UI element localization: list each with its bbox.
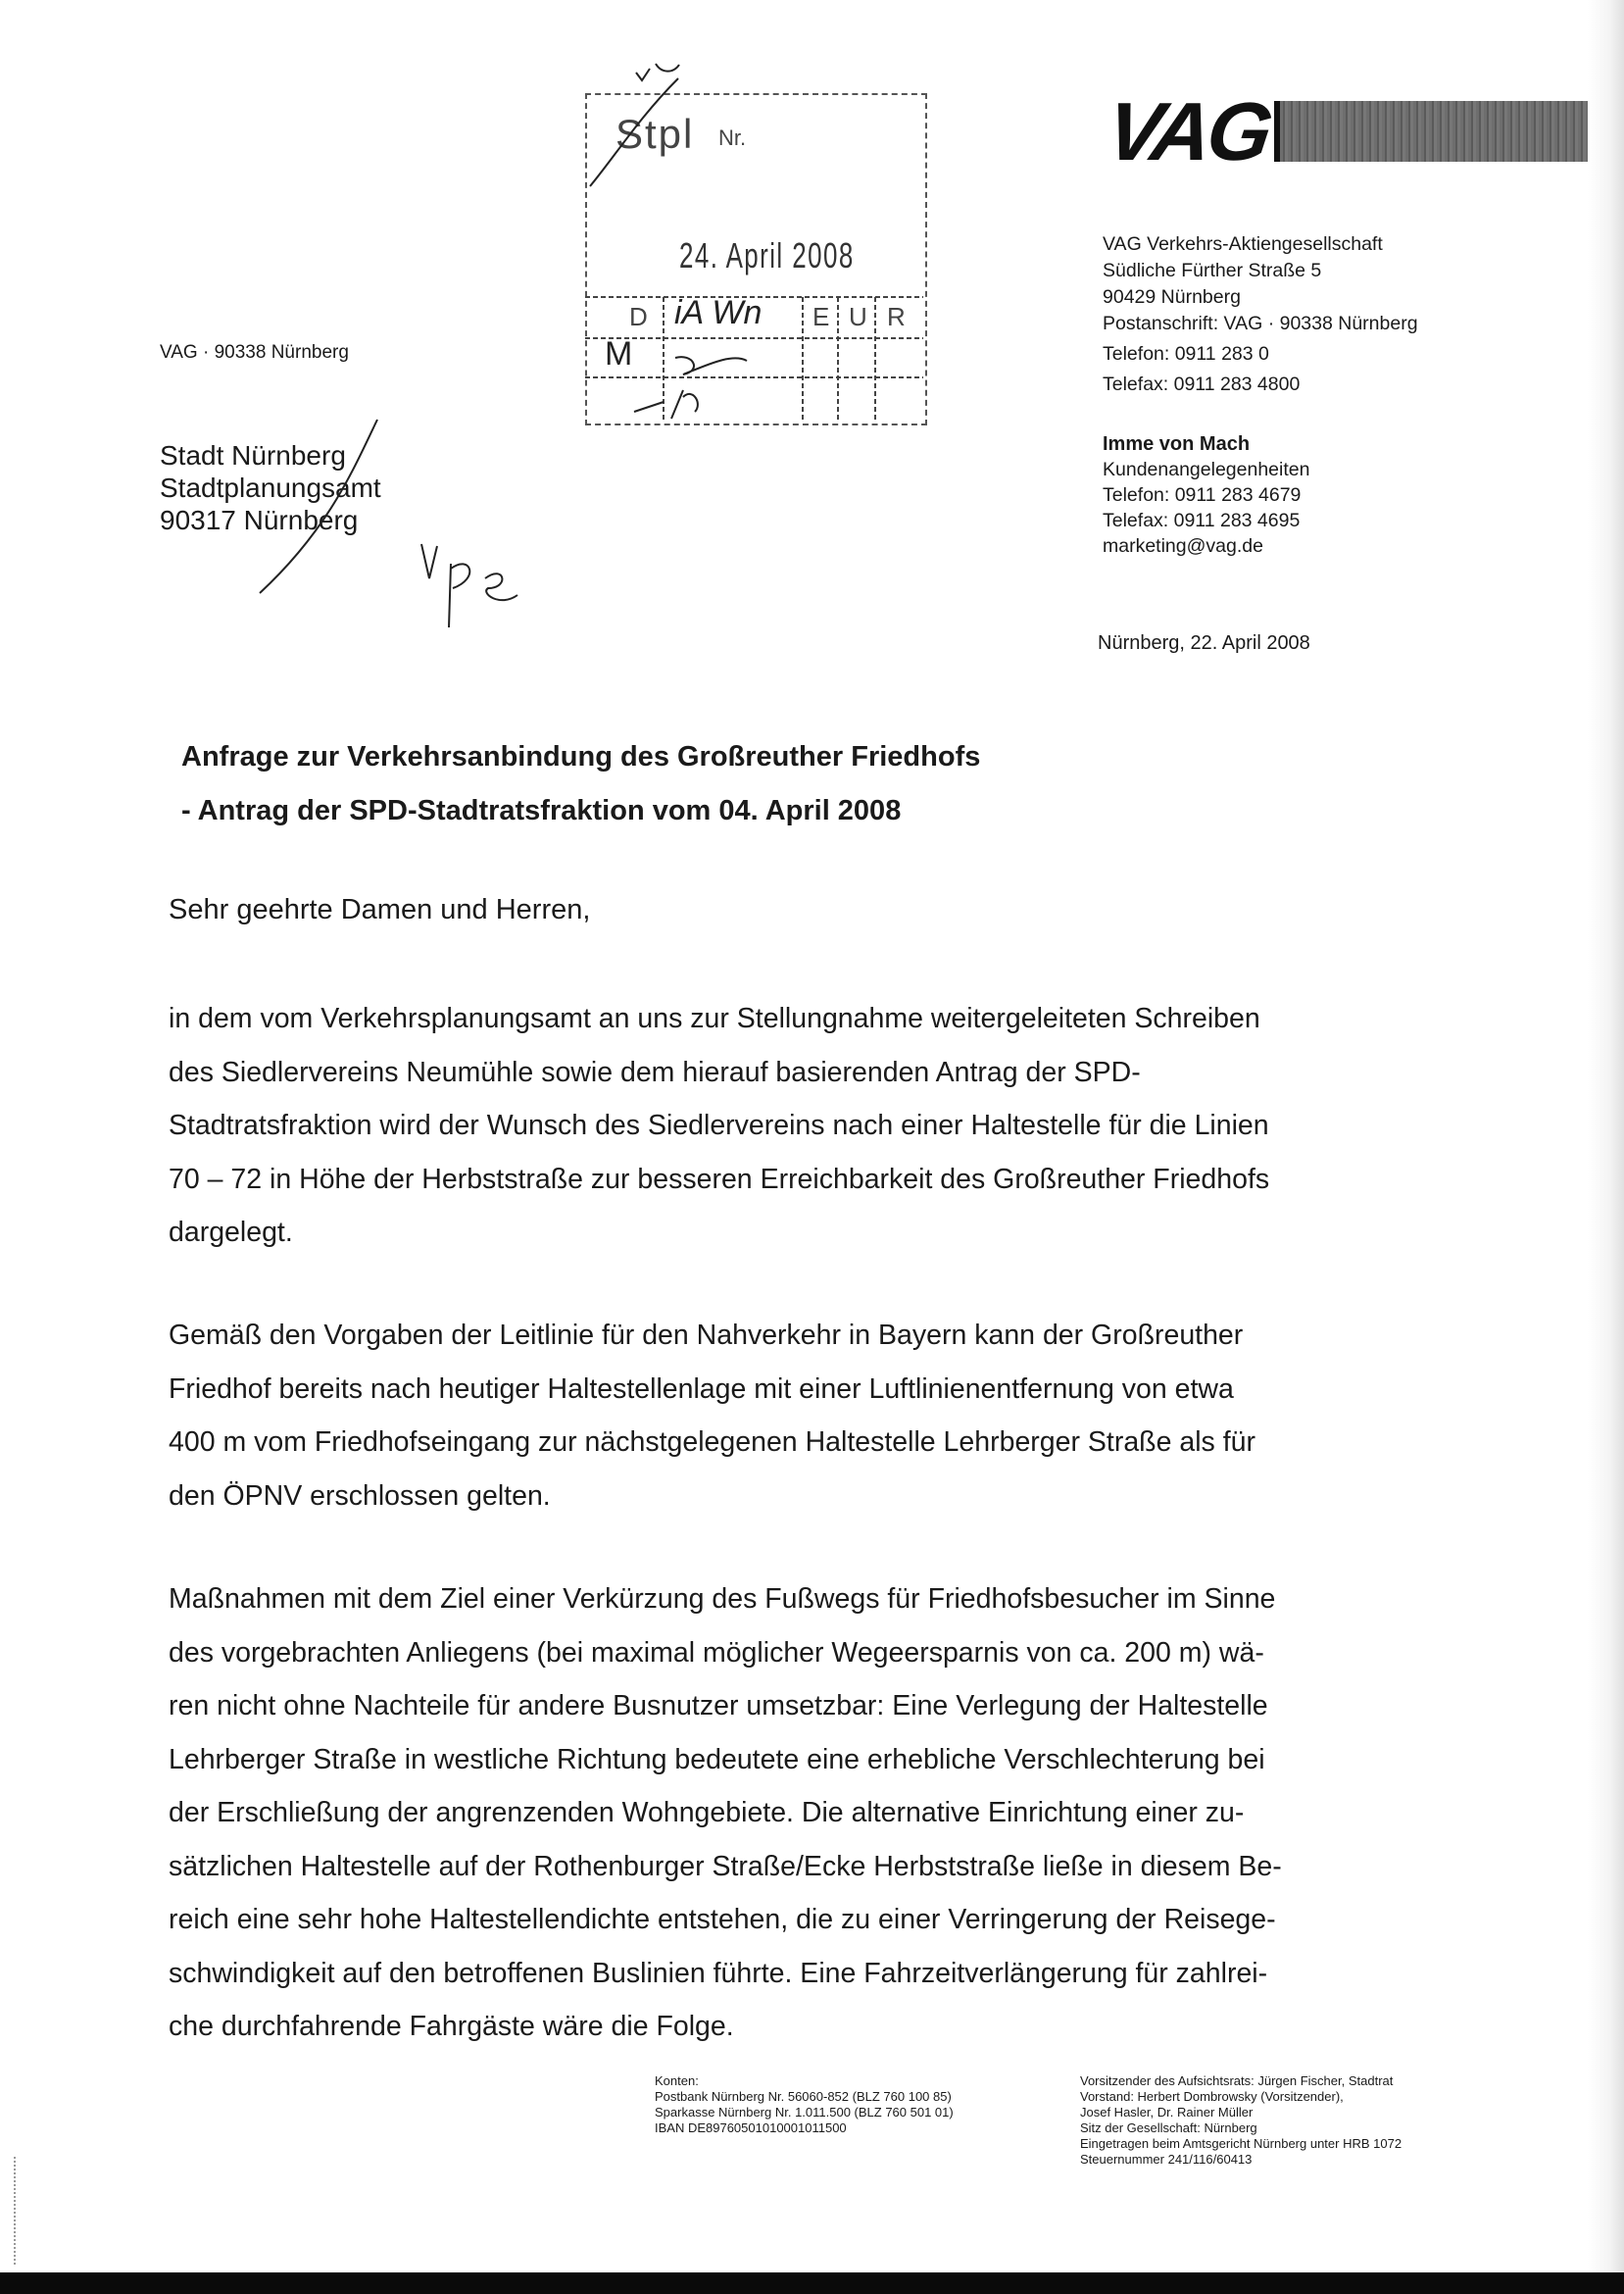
paragraph-line: der Erschließung der angrenzenden Wohngebiete. Die alternative Einrichtung einer zu- xyxy=(169,1797,1245,1828)
paragraph-line: dargelegt. xyxy=(169,1217,293,1248)
stamp-date: 24. April 2008 xyxy=(679,235,855,275)
contact-line: Telefax: 0911 283 4695 xyxy=(1103,510,1301,531)
footer-line: Eingetragen beim Amtsgericht Nürnberg unter HRB 1072 xyxy=(1080,2136,1403,2151)
paragraph-line: des vorgebrachten Anliegens (bei maximal möglicher Wegeersparnis von ca. 200 m) wä- xyxy=(169,1636,1264,1669)
return-address: VAG · 90338 Nürnberg xyxy=(160,342,349,363)
paragraph-line: schwindigkeit auf den betroffenen Buslinien führte. Eine Fahrzeitverlängerung für zahlrei- xyxy=(169,1957,1268,1989)
paragraph-line: Maßnahmen mit dem Ziel einer Verkürzung des Fußwegs für Friedhofsbesucher im Sinne xyxy=(169,1583,1276,1615)
paragraph-line: Friedhof bereits nach heutiger Haltestellenlage mit einer Luftlinienentfernung von etwa xyxy=(169,1372,1234,1405)
sender-block xyxy=(1103,231,1514,398)
stamp-cell-d: D xyxy=(629,302,648,331)
contact-line: Telefon: 0911 283 4679 xyxy=(1103,484,1302,506)
sender-line: Telefax: 0911 283 4800 xyxy=(1103,374,1301,395)
salutation: Sehr geehrte Damen und Herren, xyxy=(169,894,591,925)
stamp-cell-e: E xyxy=(812,302,830,331)
letter-subject xyxy=(181,730,1455,838)
body-paragraph-2 xyxy=(169,1309,1443,1522)
paragraph-line: Stadtratsfraktion wird der Wunsch des Siedlervereins nach einer Haltestelle für die Linien xyxy=(169,1110,1269,1141)
paragraph-line: che durchfahrende Fahrgäste wäre die Folge. xyxy=(169,2011,734,2042)
vag-logo: VAG xyxy=(1101,85,1275,177)
footer-line: Konten: xyxy=(655,2073,699,2088)
stamp-nr-label: Nr. xyxy=(718,125,747,150)
sender-line: Telefon: 0911 283 0 xyxy=(1103,343,1269,365)
paragraph-line: Lehrberger Straße in westliche Richtung bedeutete eine erhebliche Verschlechterung bei xyxy=(169,1743,1265,1775)
paragraph-line: 400 m vom Friedhofseingang zur nächstgelegenen Haltestelle Lehrberger Straße als für xyxy=(169,1426,1255,1458)
sender-line: VAG Verkehrs-Aktiengesellschaft xyxy=(1103,233,1383,255)
handwritten-strike xyxy=(235,412,412,608)
footer-bank-details xyxy=(655,2073,954,2136)
stamp-cell-m: M xyxy=(605,335,633,373)
letter-date: Nürnberg, 22. April 2008 xyxy=(1098,632,1310,654)
contact-email: marketing@vag.de xyxy=(1103,535,1263,557)
footer-company-details xyxy=(1080,2073,1402,2168)
stamp-cell-u: U xyxy=(849,302,867,331)
footer-line: Steuernummer 241/116/60413 xyxy=(1080,2152,1253,2167)
footer-line: Sitz der Gesellschaft: Nürnberg xyxy=(1080,2120,1257,2135)
subject-line: - Antrag der SPD-Stadtratsfraktion vom 04. April 2008 xyxy=(181,795,902,826)
paragraph-line: ren nicht ohne Nachteile für andere Busnutzer umsetzbar: Eine Verlegung der Haltestelle xyxy=(169,1690,1268,1721)
punch-marks xyxy=(14,2157,18,2265)
paragraph-line: des Siedlervereins Neumühle sowie dem hierauf basierenden Antrag der SPD- xyxy=(169,1056,1141,1088)
stamp-cell-r: R xyxy=(887,302,906,331)
body-paragraph-1 xyxy=(169,992,1443,1260)
subject-line: Anfrage zur Verkehrsanbindung des Großreuther Friedhofs xyxy=(181,741,981,773)
footer-line: Vorstand: Herbert Dombrowsky (Vorsitzender), xyxy=(1080,2089,1344,2104)
scan-edge xyxy=(1588,0,1624,2294)
footer-line: Vorsitzender des Aufsichtsrats: Jürgen Fischer, Stadtrat xyxy=(1080,2073,1394,2088)
contact-line: Kundenangelegenheiten xyxy=(1103,459,1310,480)
stamp-cell-signature: iA Wn xyxy=(674,294,763,331)
sender-line: Postanschrift: VAG · 90338 Nürnberg xyxy=(1103,313,1418,334)
recipient-line: Stadtplanungsamt xyxy=(160,473,381,503)
logo-bar xyxy=(1274,101,1594,162)
handwritten-note xyxy=(412,534,529,632)
paragraph-line: sätzlichen Haltestelle auf der Rothenburger Straße/Ecke Herbststraße ließe in diesem Be- xyxy=(169,1850,1282,1882)
footer-line: Postbank Nürnberg Nr. 56060-852 (BLZ 760 100 85) xyxy=(655,2089,952,2104)
recipient-line: 90317 Nürnberg xyxy=(160,505,359,535)
sender-line: 90429 Nürnberg xyxy=(1103,286,1241,308)
paragraph-line: in dem vom Verkehrsplanungsamt an uns zur Stellungnahme weitergeleiteten Schreiben xyxy=(169,1003,1260,1034)
recipient-line: Stadt Nürnberg xyxy=(160,440,346,471)
paragraph-line: reich eine sehr hohe Haltestellendichte entstehen, die zu einer Verringerung der Reisege- xyxy=(169,1904,1276,1935)
scan-bottom-border xyxy=(0,2272,1624,2294)
footer-line: Sparkasse Nürnberg Nr. 1.011.500 (BLZ 760 501 01) xyxy=(655,2105,954,2119)
body-paragraph-3 xyxy=(169,1572,1443,2054)
footer-line: IBAN DE89760501010001011500 xyxy=(655,2120,847,2135)
paragraph-line: Gemäß den Vorgaben der Leitlinie für den Nahverkehr in Bayern kann der Großreuther xyxy=(169,1320,1244,1351)
paragraph-line: 70 – 72 in Höhe der Herbststraße zur besseren Erreichbarkeit des Großreuther Friedhofs xyxy=(169,1163,1270,1195)
contact-block xyxy=(1103,431,1514,559)
contact-name: Imme von Mach xyxy=(1103,433,1251,455)
sender-line: Südliche Fürther Straße 5 xyxy=(1103,260,1322,281)
footer-line: Josef Hasler, Dr. Rainer Müller xyxy=(1080,2105,1254,2119)
stamp-label: Stpl xyxy=(615,111,695,157)
stamp-grid xyxy=(585,59,923,422)
paragraph-line: den ÖPNV erschlossen gelten. xyxy=(169,1479,551,1512)
